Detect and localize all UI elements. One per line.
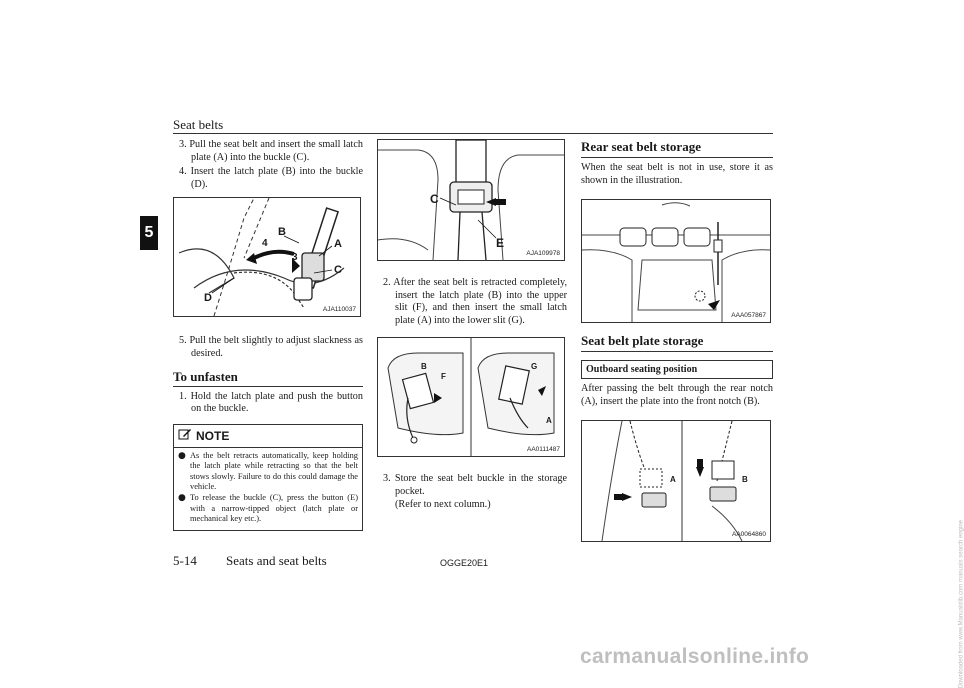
figure-label-a: A xyxy=(670,475,676,485)
figure-label-b: B xyxy=(278,226,286,239)
figure-label-f: F xyxy=(441,372,446,382)
unfasten-heading: To unfasten xyxy=(173,368,238,384)
rear-storage-text: When the seat belt is not in use, store it as shown in the illustration. xyxy=(581,162,773,186)
figure-label-3: 3 xyxy=(292,252,298,264)
outboard-heading: Outboard seating position xyxy=(581,360,773,379)
figure-insert-latch xyxy=(173,197,361,317)
buckle-illustration xyxy=(378,140,564,260)
figure-label-a: A xyxy=(334,238,342,251)
column-left xyxy=(173,139,363,531)
note-item: ● As the belt retracts automatically, keep holding the latch plate while retracting so that the belt stows slowly. Failure to do this could damage the vehicle. xyxy=(178,450,358,491)
latch-illustration xyxy=(174,198,360,316)
figure-code: AA0111487 xyxy=(526,446,560,454)
figure-label-g: G xyxy=(531,362,538,372)
figure-rear-storage xyxy=(581,199,771,323)
note-body xyxy=(174,448,362,530)
figure-buckle-release xyxy=(377,139,565,261)
figure-label-e: E xyxy=(496,236,505,250)
note-item: ● To release the buckle (C), press the button (E) with a narrow-tipped object (latch plate or mechanical key etc.). xyxy=(178,493,358,524)
plate-storage-heading: Seat belt plate storage xyxy=(581,333,773,352)
note-label: NOTE xyxy=(196,428,230,443)
unfasten-heading-wrap xyxy=(173,369,363,387)
figure-plate-slits xyxy=(377,337,565,457)
outboard-text: After passing the belt through the rear notch (A), insert the plate into the front notch (B). xyxy=(581,383,773,407)
note-pencil-icon xyxy=(178,427,192,445)
footer-title: Seats and seat belts xyxy=(226,553,327,568)
figure-label-a: A xyxy=(546,416,552,426)
step-2: 2. After the seat belt is retracted completely, insert the latch plate (B) into the upper slit (F), and then insert the small latch plate (A) into the lower slit (G). xyxy=(383,277,567,326)
step-3-store: 3. Store the seat belt buckle in the storage pocket. xyxy=(383,473,567,497)
figure-code: AA0064860 xyxy=(732,531,766,539)
figure-code: AJA110037 xyxy=(322,306,356,314)
step-4: 4. Insert the latch plate (B) into the buckle (D). xyxy=(179,166,363,190)
rear-storage-heading: Rear seat belt storage xyxy=(581,139,773,158)
note-header xyxy=(174,425,362,448)
column-right xyxy=(581,139,773,542)
figure-plate-notches xyxy=(581,420,771,542)
page-number: 5-14 xyxy=(173,553,197,568)
footer-code: OGGE20E1 xyxy=(440,558,489,568)
figure-label-c: C xyxy=(430,192,439,206)
note-box xyxy=(173,424,363,531)
column-middle xyxy=(377,139,567,511)
figure-label-b: B xyxy=(742,475,748,485)
figure-code: AAA057867 xyxy=(731,312,766,320)
step-5: 5. Pull the belt slightly to adjust slackness as desired. xyxy=(179,335,363,359)
running-header: Seat belts xyxy=(173,117,224,132)
chapter-tab: 5 xyxy=(140,216,158,250)
slits-illustration xyxy=(378,338,564,456)
step-3: 3. Pull the seat belt and insert the small latch plate (A) into the buckle (C). xyxy=(179,139,363,163)
step-3-reference: (Refer to next column.) xyxy=(395,498,491,510)
figure-label-4: 4 xyxy=(262,238,268,250)
figure-label-b: B xyxy=(421,362,427,372)
rear-seat-illustration xyxy=(582,200,770,322)
watermark: carmanualsonline.info xyxy=(580,645,810,668)
unfasten-step-1: 1. Hold the latch plate and push the button on the buckle. xyxy=(179,390,363,415)
figure-label-d: D xyxy=(204,292,212,305)
header-rule xyxy=(173,133,773,134)
figure-code: AJA109978 xyxy=(526,250,560,257)
side-watermark: Downloaded from www.Manualslib.com manuals search engine xyxy=(958,520,964,688)
figure-label-c: C xyxy=(334,264,342,277)
